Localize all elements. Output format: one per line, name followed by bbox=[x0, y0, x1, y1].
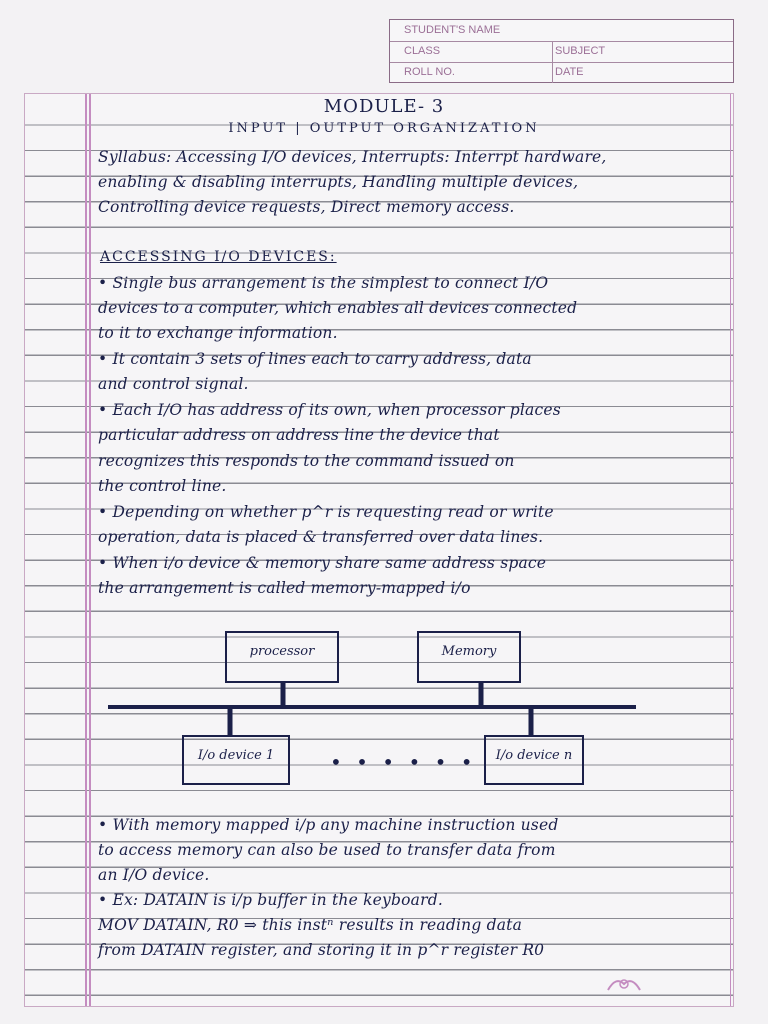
syllabus-line: Syllabus: Accessing I/O devices, Interrupts: Interrpt hardware, bbox=[98, 148, 607, 166]
memory-label: Memory bbox=[441, 644, 497, 659]
note-line: to it to exchange information. bbox=[98, 324, 338, 342]
section-heading: ACCESSING I/O DEVICES: bbox=[100, 249, 337, 265]
note-line: • Single bus arrangement is the simplest to connect I/O bbox=[98, 274, 549, 292]
student-name-label: STUDENT'S NAME bbox=[404, 24, 501, 36]
margin-line bbox=[85, 94, 87, 1006]
note-line: • Depending on whether p^r is requesting read or write bbox=[98, 503, 554, 521]
note-line: • It contain 3 sets of lines each to carry address, data bbox=[98, 350, 532, 368]
io-device-1-label: I/o device 1 bbox=[197, 748, 275, 763]
note-line: devices to a computer, which enables all devices connected bbox=[98, 299, 578, 317]
note-line: operation, data is placed & transferred over data lines. bbox=[98, 528, 544, 546]
note-line: • Each I/O has address of its own, when processor places bbox=[98, 401, 561, 419]
note-line: • When i/o device & memory share same address space bbox=[98, 554, 547, 572]
syllabus-line: Controlling device requests, Direct memory access. bbox=[98, 198, 515, 216]
note-line: the arrangement is called memory-mapped i/o bbox=[98, 579, 471, 597]
note-line: MOV DATAIN, R0 ⇒ this instⁿ results in reading data bbox=[98, 916, 523, 934]
note-line: from DATAIN register, and storing it in p^r register R0 bbox=[98, 941, 545, 959]
roll-no-label: ROLL NO. bbox=[404, 66, 455, 78]
info-row-name bbox=[390, 20, 733, 42]
note-line: • With memory mapped i/p any machine instruction used bbox=[98, 816, 559, 834]
note-line: the control line. bbox=[98, 477, 227, 495]
date-label: DATE bbox=[552, 62, 735, 83]
io-device-n-label: I/o device n bbox=[495, 748, 573, 763]
subject-label: SUBJECT bbox=[552, 41, 735, 62]
page-subtitle: INPUT | OUTPUT ORGANIZATION bbox=[228, 121, 540, 136]
notebook-logo-icon bbox=[604, 972, 644, 996]
syllabus-line: enabling & disabling interrupts, Handling multiple devices, bbox=[98, 173, 579, 191]
note-line: recognizes this responds to the command issued on bbox=[98, 452, 515, 470]
margin-line bbox=[89, 94, 91, 1006]
info-row-roll bbox=[390, 62, 733, 83]
right-margin-line bbox=[730, 94, 731, 1006]
note-line: particular address on address line the device that bbox=[98, 426, 500, 444]
note-line: to access memory can also be used to transfer data from bbox=[98, 841, 556, 859]
page-title: MODULE- 3 bbox=[323, 96, 445, 117]
processor-label: processor bbox=[249, 644, 315, 659]
note-line: • Ex: DATAIN is i/p buffer in the keyboard. bbox=[98, 891, 443, 909]
note-line: and control signal. bbox=[98, 375, 249, 393]
class-label: CLASS bbox=[404, 45, 441, 57]
student-info-box bbox=[389, 19, 734, 83]
note-line: an I/O device. bbox=[98, 866, 210, 884]
diagram-ellipsis: • • • • • • bbox=[330, 750, 477, 774]
info-row-class bbox=[390, 41, 733, 63]
